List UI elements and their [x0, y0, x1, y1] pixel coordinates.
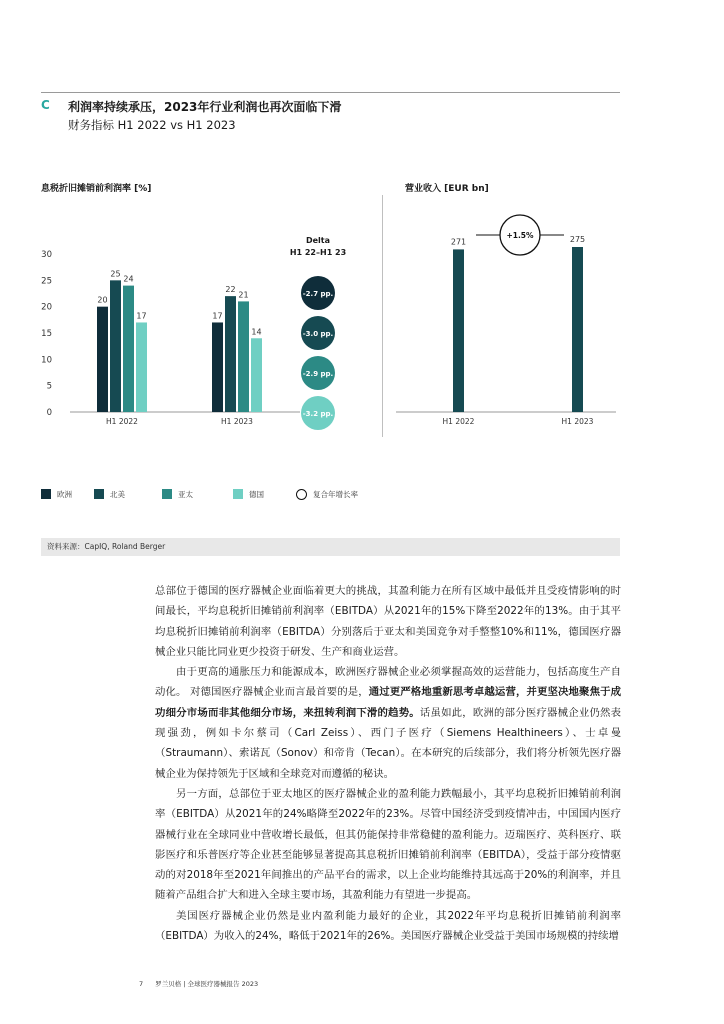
cagr-circle-icon [296, 489, 307, 500]
chart-divider [382, 195, 383, 437]
footer-text: 罗兰贝格 | 全球医疗器械报告 2023 [155, 980, 259, 988]
section-subtitle: 财务指标 H1 2022 vs H1 2023 [68, 118, 236, 132]
ebitda-margin-chart [30, 230, 380, 440]
paragraph-emphasis: 通过更严格地重新思考卓越运营，并更坚决地聚焦于成功细分市场而非其他细分市场，来扭转利润下滑的趋势。 [155, 686, 621, 719]
delta-label: -2.7 pp. [302, 290, 334, 298]
paragraph: 总部位于德国的医疗器械企业面临着更大的挑战，其盈利能力在所有区域中最低并且受疫情影响的时间最长，平均息税折旧摊销前利润率（EBITDA）从2021年的15%下降至2022年的13%。由于其平均息税折旧摊销前利润率（EBITDA）分别落后于亚太和美国竞争对手整整10%和11%，德国医疗器械企业只能比同业更少投资于研发、生产和商业运营。 [155, 585, 621, 658]
delta-subtitle: H1 22–H1 23 [289, 248, 347, 257]
bar-value-label: 25 [110, 269, 121, 279]
y-tick-label: 20 [41, 302, 52, 313]
legend-swatch [233, 489, 243, 499]
paragraph [155, 662, 621, 784]
paragraph-text: 话虽如此，欧洲的部分医疗器械企业仍然表现强劲，例如卡尔蔡司（Carl Zeiss）、西门子医疗（Siemens Healthineers）、士卓曼（Straumann）、索诺瓦（Sonov）和帝肯（Tecan）。在本研究的后续部分，我们将分析领先医疗器械企业为保持领先于区域和全球竞对而遵循的秘诀。 [155, 706, 621, 780]
legend-item-europe [41, 488, 72, 500]
source-note: 资料来源：CapIQ, Roland Berger [41, 538, 620, 556]
x-tick-label: H1 2023 [221, 417, 253, 426]
bar-value-label: 24 [123, 274, 134, 284]
legend-label: 德国 [249, 489, 264, 499]
bar-value-label: 14 [251, 327, 262, 337]
body-text [155, 581, 621, 946]
bar [212, 322, 223, 412]
delta-title: Delta [305, 236, 331, 245]
legend-swatch [41, 489, 51, 499]
top-rule [41, 92, 620, 93]
paragraph: 美国医疗器械企业仍然是业内盈利能力最好的企业，其2022年平均息税折旧摊销前利润率（EBITDA）为收入的24%，略低于2021年的26%。美国医疗器械企业受益于美国市场规模的持续增 [155, 909, 621, 943]
legend-label: 欧洲 [57, 489, 72, 499]
page-number: 7 [139, 980, 144, 988]
bar-value-label: 20 [97, 295, 108, 305]
delta-label: -3.2 pp. [302, 410, 334, 418]
x-tick-label: H1 2023 [561, 417, 594, 426]
y-tick-label: 10 [41, 355, 52, 366]
y-tick-label: 15 [41, 329, 52, 339]
bar [572, 247, 583, 412]
revenue-chart [390, 200, 622, 440]
legend-swatch [162, 489, 172, 499]
legend-label: 复合年增长率 [313, 489, 358, 499]
paragraph-text: 由于更高的通胀压力和能源成本，欧洲医疗器械企业必须掌握高效的运营能力，包括高度生产自动化。 对德国医疗器械企业而言最首要的是， [155, 666, 621, 699]
section-title: 利润率持续承压，2023年行业利润也再次面临下滑 [68, 100, 342, 114]
bar-value-label: 21 [238, 290, 249, 300]
y-tick-label: 0 [46, 408, 52, 418]
bar [97, 307, 108, 412]
growth-label: +1.5% [506, 231, 534, 240]
legend-item-germany [233, 488, 264, 500]
x-tick-label: H1 2022 [442, 417, 475, 426]
delta-label: -2.9 pp. [302, 370, 334, 378]
y-tick-label: 5 [46, 381, 52, 392]
left-chart-title: 息税折旧摊销前利润率 [%] [41, 184, 152, 194]
bar-value-label: 17 [136, 311, 147, 321]
bar-value-label: 275 [569, 235, 586, 244]
paragraph: 另一方面，总部位于亚太地区的医疗器械企业的盈利能力跌幅最小，其平均息税折旧摊销前利润率（EBITDA）从2021年的24%略降至2022年的23%。尽管中国经济受到疫情冲击，中国国内医疗器械行业在全球同业中营收增长最低，但其仍能保持非常稳健的盈利能力。迈瑞医疗、英科医疗、联影医疗和乐普医疗等企业甚至能够显著提高其息税折旧摊销前利润率（EBITDA），受益于部分疫情驱动的对2018年至2021年间推出的产品平台的需求，以上企业均能维持其远高于20%的利润率，并且随着产品组合扩大和进入全球主要市场，其盈利能力有望进一步提高。 [155, 787, 621, 902]
legend-item-cagr [296, 488, 358, 500]
delta-label: -3.0 pp. [302, 330, 334, 338]
legend-swatch [94, 489, 104, 499]
legend-item-north-america [94, 488, 125, 500]
section-letter: C [41, 98, 50, 112]
bar [123, 286, 134, 412]
y-tick-label: 30 [41, 250, 52, 260]
legend-label: 亚太 [178, 489, 193, 499]
legend-label: 北美 [110, 489, 125, 499]
bar [238, 301, 249, 412]
legend-item-asia-pacific [162, 488, 193, 500]
bar-value-label: 17 [212, 311, 223, 321]
bar-value-label: 271 [450, 237, 467, 247]
x-tick-label: H1 2022 [106, 417, 138, 426]
page-footer [139, 979, 258, 988]
bar [136, 322, 147, 412]
y-tick-label: 25 [41, 276, 52, 287]
right-chart-title: 营业收入 [EUR bn] [405, 184, 489, 194]
bar-value-label: 22 [225, 285, 236, 295]
bar [251, 338, 262, 412]
bar [225, 296, 236, 412]
bar [110, 280, 121, 412]
bar [453, 249, 464, 412]
